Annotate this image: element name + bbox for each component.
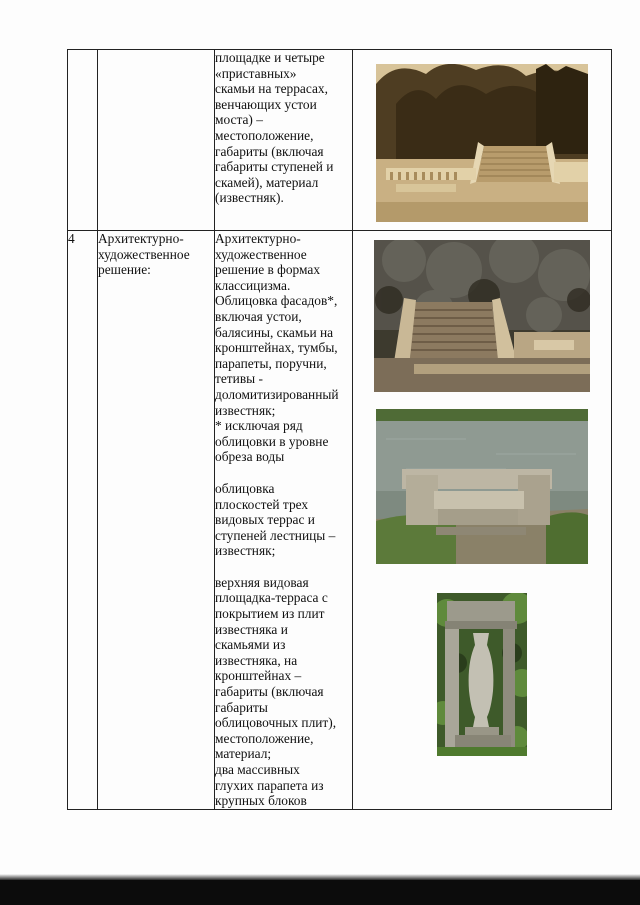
table-row-continued bbox=[68, 50, 612, 231]
scan-bottom-edge bbox=[0, 878, 640, 905]
limestone-bench-photo bbox=[376, 409, 588, 564]
subject-cell bbox=[98, 231, 215, 810]
table-row-4 bbox=[68, 231, 612, 810]
photo-cell bbox=[353, 50, 612, 231]
stone-stairs-photo bbox=[374, 240, 590, 392]
row-number-cell: 4 bbox=[68, 231, 98, 810]
description-cell bbox=[215, 50, 353, 231]
description-text: площадке и четыре «приставных» скамьи на террасах, венчающих устои моста) – местоположение, габариты (включая габариты ступеней и скамей), материал (известняк). bbox=[215, 50, 334, 206]
description-paragraph-2: облицовка плоскостей трех видовых террас и ступеней лестницы – известняк; bbox=[215, 480, 336, 559]
description-paragraph-1: Архитектурно- художественное решение в формах классицизма. Облицовка фасадов*, включая устои, балясины, скамьи на кронштейнах, тумбы, парапеты, поручни, тетивы - доломитизированный известняк; * исключая ряд облицовки в уровне обреза воды bbox=[215, 231, 339, 465]
subject-text: Архитектурно- художественное решение: bbox=[98, 231, 190, 278]
baluster-photo bbox=[437, 593, 527, 756]
photo-cell bbox=[353, 231, 612, 810]
monument-description-table bbox=[67, 49, 612, 810]
subject-cell bbox=[98, 50, 215, 231]
row-number-cell bbox=[68, 50, 98, 231]
sepia-bridge-stairs-photo bbox=[376, 64, 588, 222]
description-cell bbox=[215, 231, 353, 810]
description-paragraph-3: верхняя видовая площадка-терраса с покрытием из плит известняка и скамьями из известняка, на кронштейнах – габариты (включая габариты облицовочных плит), местоположение, материал; два массивных глухих парапета из крупных блоков bbox=[215, 574, 337, 809]
